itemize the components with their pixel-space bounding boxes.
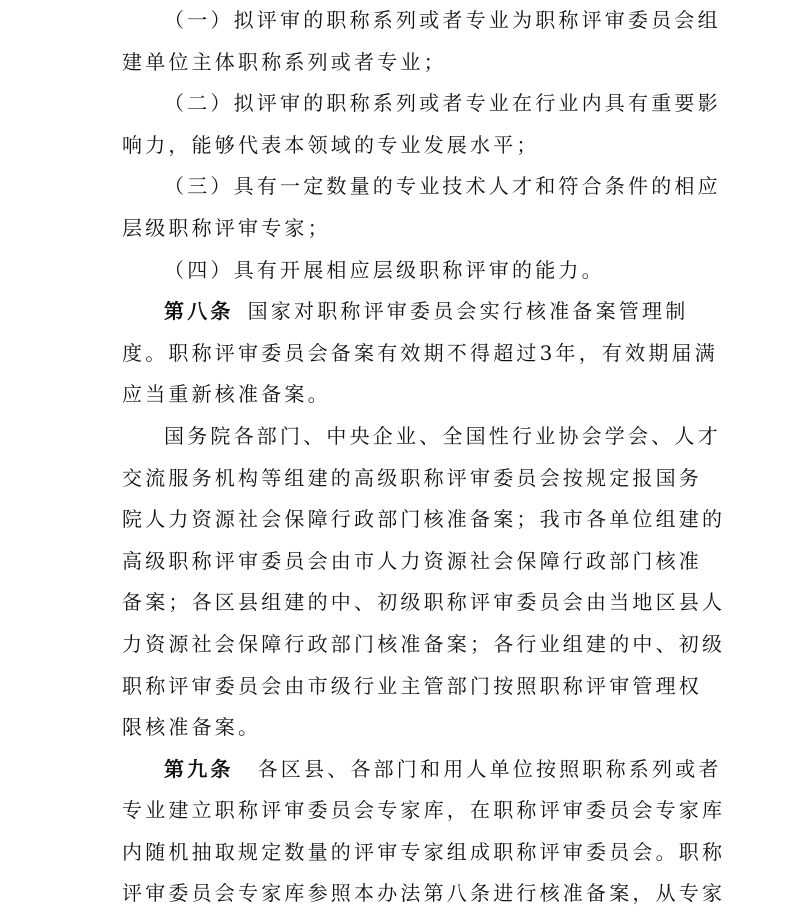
line-text: 专业建立职称评审委员会专家库，在职称评审委员会专家库 [122,798,726,823]
body-line [122,832,726,874]
line-text: 职称评审委员会由市级行业主管部门按照职称评审管理权 [122,673,702,698]
body-line [122,666,702,708]
line-text: 院人力资源社会保障行政部门核准备案；我市各单位组建的 [122,507,726,532]
line-text: 内随机抽取规定数量的评审专家组成职称评审委员会。职称 [122,839,726,864]
body-line [122,416,721,458]
body-line [122,790,726,832]
line-text: 国务院各部门、中央企业、全国性行业协会学会、人才 [164,423,721,448]
body-line [122,458,702,500]
body-line [122,83,721,125]
line-text: 国家对职称评审委员会实行核准备案管理制 [247,299,689,324]
body-line [122,707,674,749]
line-text: 建单位主体职称系列或者专业； [122,49,447,74]
line-text: 备案；各区县组建的中、初级职称评审委员会由当地区县人 [122,590,726,615]
body-line [122,499,726,541]
body-line [122,374,674,416]
article-heading-line [122,749,722,791]
line-text: 限核准备案。 [122,715,262,740]
line-text: 层级职称评审专家； [122,215,331,240]
line-text: （二）拟评审的职称系列或者专业在行业内具有重要影 [164,91,721,116]
line-text: 应当重新核准备案。 [122,382,331,407]
body-line [122,166,721,208]
body-line [122,873,726,915]
line-text: （三）具有一定数量的专业技术人才和符合条件的相应 [164,174,721,199]
article-number: 第八条 [164,299,234,324]
line-text: 度。职称评审委员会备案有效期不得超过3年，有效期届满 [122,340,718,365]
body-line [122,208,674,250]
body-line [122,333,718,375]
body-line [122,42,674,84]
line-text: （一）拟评审的职称系列或者专业为职称评审委员会组 [164,8,721,32]
body-line [122,125,674,167]
article-number: 第九条 [164,756,234,781]
line-text: （四）具有开展相应层级职称评审的能力。 [164,257,605,282]
line-text: 响力，能够代表本领域的专业发展水平； [122,132,540,157]
article-heading-line [122,291,689,333]
body-line [122,624,726,666]
body-line [122,250,674,292]
line-text: 评审委员会专家库参照本办法第八条进行核准备案，从专家 [122,881,726,906]
body-line [122,582,726,624]
body-line [122,0,721,42]
body-line [122,541,702,583]
document-body [122,0,726,915]
line-text: 交流服务机构等组建的高级职称评审委员会按规定报国务 [122,465,702,490]
line-text: 各区县、各部门和用人单位按照职称系列或者 [257,756,722,781]
line-text: 力资源社会保障行政部门核准备案；各行业组建的中、初级 [122,631,726,656]
line-text: 高级职称评审委员会由市人力资源社会保障行政部门核准 [122,548,702,573]
